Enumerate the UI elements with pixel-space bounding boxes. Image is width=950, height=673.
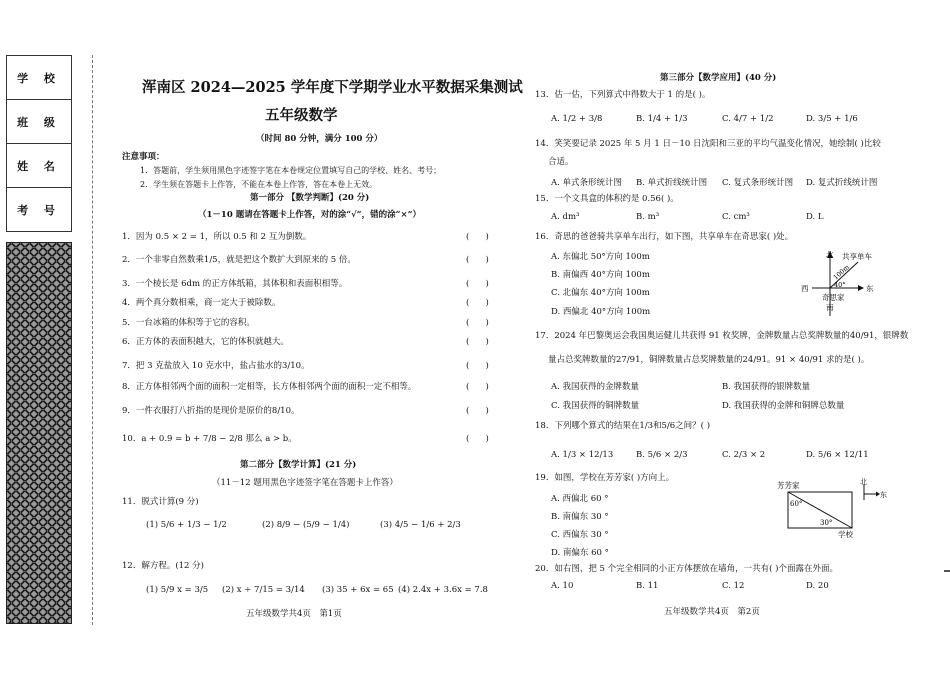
q15-text: 15．一个文具盒的体积约是 0.56( )。 [535, 194, 679, 204]
q16-home-label: 奇思家 [822, 293, 845, 302]
q18-option-c[interactable]: C. 2/3 × 2 [722, 450, 766, 460]
page1-footer: 五年级数学共4页 第1页 [246, 609, 342, 619]
judge-q9: 9．一件衣服打八折指的是现价是原价的8/10。 [122, 406, 300, 416]
q13-option-c[interactable]: C. 4/7 + 1/2 [722, 114, 774, 124]
q19-east-label: 东 [880, 491, 887, 499]
q13-option-d[interactable]: D. 3/5 + 1/6 [806, 114, 858, 124]
school-field: 学 校 [7, 56, 71, 100]
q14-option-a[interactable]: A. 单式条形统计图 [551, 178, 623, 188]
q16-angle-label: 40° [834, 281, 846, 289]
q16-text: 16．奇思的爸爸骑共享单车出行，如下图，共享单车在奇思家( )处。 [535, 232, 794, 242]
q12-item-3: (3) 35 + 6x = 65 [322, 585, 394, 595]
q19-option-b[interactable]: B. 南偏东 30 ° [551, 512, 609, 522]
q16-option-a[interactable]: A. 东偏北 50°方向 100m [551, 252, 650, 262]
q14-text-line2: 合适。 [548, 157, 574, 167]
q16-direction-figure [796, 248, 906, 332]
judge-q10: 10．a + 0.9 = b + 7/8 − 2/8 那么 a > b。 [122, 434, 297, 444]
q13-text: 13．估一估，下列算式中得数大于 1 的是( )。 [535, 90, 711, 100]
answer-paren-7[interactable]: ( ) [466, 361, 489, 371]
judge-q3: 3．一个棱长是 6dm 的正方体纸箱，其体积和表面积相等。 [122, 279, 348, 289]
q14-option-c[interactable]: C. 复式条形统计图 [722, 178, 794, 188]
q18-text: 18．下列哪个算式的结果在1/3和5/6之间？( ) [535, 421, 711, 431]
decorative-pattern [6, 242, 72, 624]
notice-title: 注意事项： [122, 152, 165, 162]
q12-title: 12．解方程。(12 分) [122, 561, 204, 571]
q19-school-label: 学校 [838, 530, 853, 539]
q19-angle-60: 60° [790, 500, 803, 508]
judge-q2: 2．一个非零自然数乘1/5，就是把这个数扩大到原来的 5 倍。 [122, 255, 356, 265]
name-field: 姓 名 [7, 144, 71, 188]
q19-option-c[interactable]: C. 西偏东 30 ° [551, 530, 609, 540]
judge-q8: 8．正方体相邻两个面的面积一定相等，长方体相邻两个面的面积一定不相等。 [122, 382, 417, 392]
part3-title: 第三部分【数学应用】(40 分) [660, 73, 777, 83]
judge-q7: 7．把 3 克盐放入 10 克水中，盐占盐水的3/10。 [122, 361, 310, 371]
q19-home-label: 芳芳家 [777, 481, 800, 490]
q16-option-d[interactable]: D. 西偏北 40°方向 100m [551, 307, 651, 317]
q17-option-d[interactable]: D. 我国获得的金牌和铜牌总数量 [722, 401, 845, 411]
q14-option-b[interactable]: B. 单式折线统计图 [636, 178, 708, 188]
exam-number-field: 考 号 [17, 203, 61, 217]
q17-text-line2: 量占总奖牌数量的27/91，铜牌数量占总奖牌数量的24/91。91 × 40/91 求的是( )。 [548, 355, 870, 365]
q16-north-label: 北 [826, 250, 834, 259]
q16-south-label: 南 [826, 303, 834, 312]
q15-option-c[interactable]: C. cm³ [722, 212, 750, 222]
q14-text-line1: 14．笑笑要记录 2025 年 5 月 1 日－10 日沈阳和三亚的平均气温变化情况，她绘制( )比较 [535, 139, 881, 149]
exam-title: 浑南区 2024—2025 学年度下学期学业水平数据采集测试 [142, 79, 523, 96]
q16-east-label: 东 [866, 284, 874, 293]
answer-paren-2[interactable]: ( ) [466, 255, 489, 265]
q19-option-a[interactable]: A. 西偏北 60 ° [551, 494, 609, 504]
q15-option-b[interactable]: B. m³ [636, 212, 660, 222]
q11-item-2: (2) 8/9 − (5/9 − 1/4) [262, 520, 350, 530]
judge-q5: 5．一台冰箱的体积等于它的容积。 [122, 318, 255, 328]
q18-option-b[interactable]: B. 5/6 × 2/3 [636, 450, 688, 460]
answer-paren-8[interactable]: ( ) [466, 382, 489, 392]
time-info: （时间 80 分钟，满分 100 分） [256, 134, 383, 144]
q11-item-3: (3) 4/5 − 1/6 + 2/3 [380, 520, 461, 530]
answer-paren-10[interactable]: ( ) [466, 434, 489, 444]
q15-option-a[interactable]: A. dm³ [551, 212, 580, 222]
q20-option-d[interactable]: D. 20 [806, 581, 829, 591]
q20-option-b[interactable]: B. 11 [636, 581, 659, 591]
part2-instruction: （11－12 题用黑色字迹签字笔在答题卡上作答） [212, 478, 398, 488]
q19-option-d[interactable]: D. 南偏东 60 ° [551, 548, 609, 558]
q17-option-a[interactable]: A. 我国获得的金牌数量 [551, 382, 640, 392]
q20-text: 20．如右图，把 5 个完全相同的小正方体摆放在墙角，一共有( )个面露在外面。 [535, 564, 838, 574]
edge-mark [944, 570, 950, 572]
q20-option-a[interactable]: A. 10 [551, 581, 574, 591]
q16-option-c[interactable]: C. 北偏东 40°方向 100m [551, 288, 650, 298]
q12-item-4: (4) 2.4x + 3.6x = 7.8 [398, 585, 488, 595]
q17-text-line1: 17．2024 年巴黎奥运会我国奥运健儿共获得 91 枚奖牌，金牌数量占总奖牌数量的40/91，银牌数 [535, 331, 909, 341]
binding-line [92, 55, 93, 625]
page2-footer: 五年级数学共4页 第2页 [664, 607, 760, 617]
judge-q1: 1．因为 0.5 × 2 = 1，所以 0.5 和 2 互为倒数。 [122, 232, 312, 242]
student-info-box [6, 55, 72, 232]
q19-direction-figure [770, 478, 890, 540]
class-field: 班 级 [7, 100, 71, 144]
q16-target-label: 共享单车 [842, 252, 872, 261]
answer-paren-4[interactable]: ( ) [466, 298, 489, 308]
answer-paren-1[interactable]: ( ) [466, 232, 489, 242]
answer-paren-3[interactable]: ( ) [466, 279, 489, 289]
q17-option-b[interactable]: B. 我国获得的银牌数量 [722, 382, 811, 392]
q13-option-a[interactable]: A. 1/2 + 3/8 [551, 114, 603, 124]
q15-option-d[interactable]: D. L [806, 212, 824, 222]
notice-2: 2．学生须在答题卡上作答，不能在本卷上作答，答在本卷上无效。 [140, 180, 378, 189]
q20-option-c[interactable]: C. 12 [722, 581, 745, 591]
q16-west-label: 西 [801, 284, 809, 293]
q19-angle-30: 30° [820, 519, 833, 527]
part1-title: 第一部分 【数学判断】(20 分) [250, 193, 370, 203]
part1-instruction: （1－10 题请在答题卡上作答，对的涂“√”，错的涂“×”） [198, 210, 421, 220]
q13-option-b[interactable]: B. 1/4 + 1/3 [636, 114, 688, 124]
q16-option-b[interactable]: B. 南偏西 40°方向 100m [551, 270, 650, 280]
notice-1: 1．答题前，学生须用黑色字迹签字笔在本卷规定位置填写自己的学校、姓名、考号； [140, 166, 442, 175]
q19-north-label: 北 [860, 478, 867, 486]
answer-paren-5[interactable]: ( ) [466, 318, 489, 328]
q19-text: 19．如图，学校在芳芳家( )方向上。 [535, 473, 675, 483]
judge-q6: 6．正方体的表面积越大，它的体积就越大。 [122, 337, 289, 347]
q16-distance-label: 100m [831, 263, 851, 282]
q12-item-2: (2) x ÷ 7/15 = 3/14 [222, 585, 305, 595]
q17-option-c[interactable]: C. 我国获得的铜牌数量 [551, 401, 640, 411]
q11-title: 11．脱式计算(9 分) [122, 497, 199, 507]
answer-paren-6[interactable]: ( ) [466, 337, 489, 347]
part2-title: 第二部分【数学计算】(21 分) [240, 460, 357, 470]
q11-item-1: (1) 5/6 + 1/3 − 1/2 [146, 520, 227, 530]
subject-title: 五年级数学 [265, 107, 338, 124]
answer-paren-9[interactable]: ( ) [466, 406, 489, 416]
q18-option-a[interactable]: A. 1/3 × 12/13 [551, 450, 614, 460]
q14-option-d[interactable]: D. 复式折线统计图 [806, 178, 878, 188]
q12-item-1: (1) 5/9 x = 3/5 [146, 585, 209, 595]
judge-q4: 4．两个真分数相乘，商一定大于被除数。 [122, 298, 281, 308]
q18-option-d[interactable]: D. 5/6 × 12/11 [806, 450, 869, 460]
